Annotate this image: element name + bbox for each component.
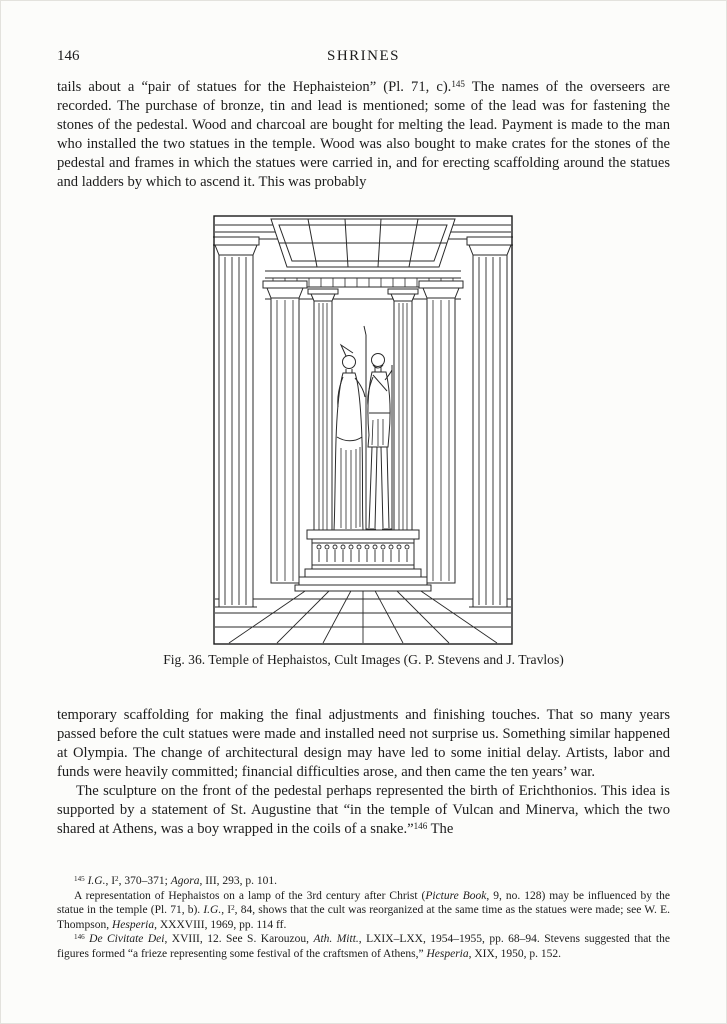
footnote-145-continuation: A representation of Hephaistos on a lamp of the 3rd century after Christ (Picture Book, 9, no. 128) may be influenced by the statue in the temple (Pl. 71, b). I.G., $I^2$, 84, shows that the cult was reorganized at the same time as the statues were made; see W. E. Thompson, Hesperia, XXXVIII, 1969, pp. 114 ff. [57,889,670,931]
running-head-title: SHRINES [326,48,400,64]
outer-column-left [213,237,259,607]
page-header [57,48,670,68]
figure-caption: Fig. 36. Temple of Hephaistos, Cult Images (G. P. Stevens and J. Travlos) [163,652,564,667]
upper-text-block [57,78,670,192]
footnote-145: $^{145}$ I.G., $I^2$, 370–371; Agora, III, 293, p. 101. [74,874,278,887]
paragraph: temporary scaffolding for making the final adjustments and finishing touches. That so many years passed before the cult statues were made and installed need not surprise us. Something similar happened at Olympia. The change of architectural design may have led to some initial delay. Artists, labor and funds were heavily committed; financial difficulties arose, and then came the ten years’ war. [57,707,670,780]
page-number: 146 [57,48,80,64]
footnotes [57,874,670,962]
outer-column-right [467,237,513,607]
lower-text-block [57,706,670,839]
pedestal [295,530,431,591]
paragraph-continuation: tails about a “pair of statues for the Hephaisteion” (Pl. 71, c).$^{145}$ The names of the overseers are recorded. The purchase of bronze, tin and lead is mentioned; some of the lead was for fastening the stones of the pedestal. Wood and charcoal are bought for melting the lead. Payment is made to the man who installed the two statues in the temple. Wood was also bought to make crates for the stones of the pedestal and frames in which the statues were carried in, and for erecting scaffolding around the statues and ladders by which to ascend it. This was probably [57,78,670,190]
figure-36 [213,215,513,645]
coffered-ceiling [271,219,455,267]
temple-illustration [213,215,513,645]
paragraph: The sculpture on the front of the pedestal perhaps represented the birth of Erichthonios. This idea is supported by a statement of St. Augustine that “in the temple of Vulcan and Minerva, which the two shared at Athens, was a boy wrapped in the coils of a snake.”$^{146}$ The [57,783,670,837]
footnote-146: $^{146}$ De Civitate Dei, XVIII, 12. See S. Karouzou, Ath. Mitt., LXIX–LXX, 1954–1955, pp. 68–94. Stevens suggested that the figures formed “a frieze representing some festival of the craftsmen of Athens,” Hesperia, XIX, 1950, p. 152. [57,933,670,960]
